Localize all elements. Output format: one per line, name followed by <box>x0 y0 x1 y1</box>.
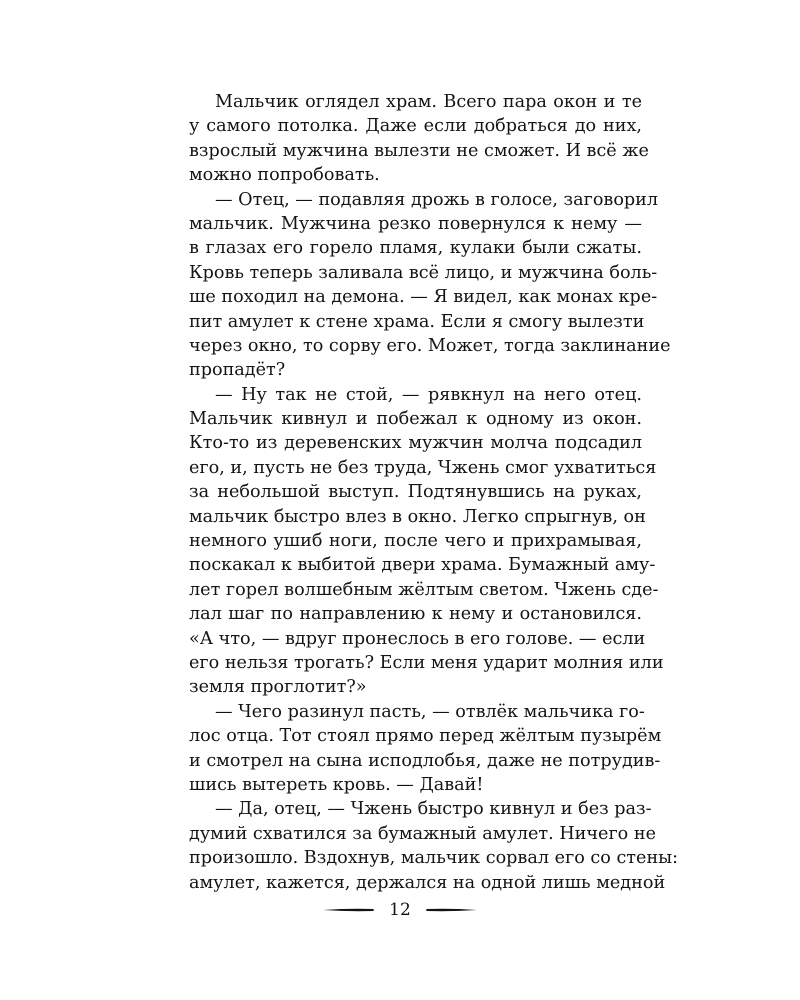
paragraph <box>189 700 662 798</box>
text-line: Кто-то из деревенских мужчин молча подсадил <box>189 433 642 454</box>
text-line: лал шаг по направлению к нему и остановился. <box>189 604 642 625</box>
swash-right-icon <box>425 905 477 915</box>
text-line: пропадёт? <box>189 360 286 381</box>
text-line: мальчик. Мужчина резко повернулся к нему — <box>189 213 642 234</box>
text-line: — Да, отец, — Чжень быстро кивнул и без раз- <box>215 799 652 820</box>
text-line: поскакал к выбитой двери храма. Бумажный аму- <box>189 555 656 576</box>
swash-left-icon <box>323 905 375 915</box>
text-line: мальчик быстро влез в окно. Легко спрыгнув, он <box>189 506 646 527</box>
text-line: лос отца. Тот стоял прямо перед жёлтым пузырём <box>189 726 662 747</box>
text-line: — Чего разинул пасть, — отвлёк мальчика го- <box>215 701 645 722</box>
text-line: в глазах его горело пламя, кулаки были сжаты. <box>189 238 642 259</box>
text-line: можно попробовать. <box>189 165 380 186</box>
text-line: ше походил на демона. — Я видел, как монах кре- <box>189 287 658 308</box>
page-number: 12 <box>389 900 411 920</box>
text-line: амулет, кажется, держался на одной лишь медной <box>189 872 666 893</box>
text-line: земля проглотит?» <box>189 677 367 698</box>
paragraph <box>189 90 649 188</box>
text-line: пит амулет к стене храма. Если я смогу вылезти <box>189 311 645 332</box>
page-footer <box>0 898 800 922</box>
text-line: взрослый мужчина вылезти не сможет. И всё же <box>189 140 649 161</box>
text-line: «А что, — вдруг пронеслось в его голове. — если <box>189 628 646 649</box>
text-line: у самого потолка. Даже если добраться до них, <box>189 116 642 137</box>
text-line: его нельзя трогать? Если меня ударит молния или <box>189 652 664 673</box>
text-line: произошло. Вздохнув, мальчик сорвал его со стены: <box>189 848 679 869</box>
paragraph <box>189 383 664 700</box>
text-line: Мальчик кивнул и побежал к одному из окон. <box>189 409 642 430</box>
body-text <box>189 90 679 895</box>
text-line: думий схватился за бумажный амулет. Ничего не <box>189 823 656 844</box>
text-line: шись вытереть кровь. — Давай! <box>189 774 484 795</box>
text-line: Кровь теперь заливала всё лицо, и мужчина боль- <box>189 262 658 283</box>
text-line: через окно, то сорву его. Может, тогда заклинание <box>189 335 671 356</box>
text-line: Мальчик оглядел храм. Всего пара окон и те <box>215 92 642 112</box>
text-line: лет горел волшебным жёлтым светом. Чжень сде- <box>189 579 659 600</box>
text-line: — Отец, — подавляя дрожь в голосе, заговорил <box>215 189 659 210</box>
text-line: — Ну так не стой, — рявкнул на него отец. <box>215 384 642 405</box>
text-line: и смотрел на сына исподлобья, даже не потрудив- <box>189 750 661 771</box>
paragraph <box>189 797 679 895</box>
text-line: немного ушиб ноги, после чего и прихрамывая, <box>189 531 642 552</box>
text-line: его, и, пусть не без труда, Чжень смог ухватиться <box>189 457 657 478</box>
text-line: за небольшой выступ. Подтянувшись на руках, <box>189 482 642 503</box>
paragraph <box>189 188 671 383</box>
